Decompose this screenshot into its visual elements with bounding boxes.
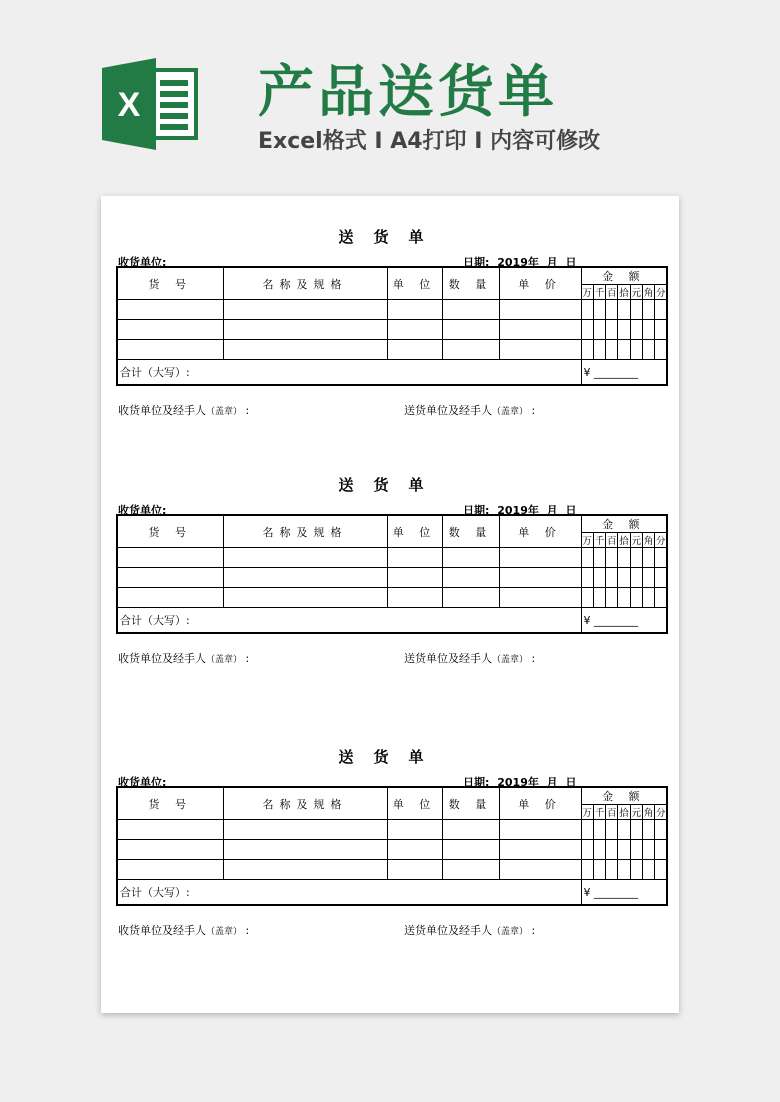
table-cell[interactable] bbox=[117, 820, 223, 840]
column-header: 单 位 bbox=[387, 515, 442, 548]
table-cell[interactable] bbox=[618, 860, 630, 880]
table-cell[interactable] bbox=[117, 568, 223, 588]
receiver-signature: 收货单位及经手人（盖章） : bbox=[118, 924, 250, 937]
table-cell[interactable] bbox=[442, 568, 499, 588]
amount-unit-header: 万 bbox=[581, 285, 593, 300]
amount-header: 金 额 bbox=[581, 787, 667, 805]
table-cell[interactable] bbox=[618, 588, 630, 608]
column-header: 数 量 bbox=[442, 267, 499, 300]
table-cell[interactable] bbox=[630, 820, 642, 840]
table-cell[interactable] bbox=[117, 340, 223, 360]
table-cell[interactable] bbox=[387, 300, 442, 320]
excel-logo-icon bbox=[102, 58, 198, 150]
amount-unit-header: 百 bbox=[606, 285, 618, 300]
table-cell[interactable] bbox=[387, 840, 442, 860]
total-label: 合计（大写）: bbox=[117, 880, 581, 906]
date-label: 日期: 2019年 月 日 bbox=[463, 504, 577, 517]
amount-unit-header: 元 bbox=[630, 533, 642, 548]
table-cell[interactable] bbox=[593, 320, 605, 340]
table-cell[interactable] bbox=[655, 300, 667, 320]
table-cell[interactable] bbox=[593, 860, 605, 880]
receiver-label: 收货单位: bbox=[118, 504, 167, 517]
sender-signature: 送货单位及经手人（盖章） : bbox=[404, 404, 536, 417]
table-cell[interactable] bbox=[593, 820, 605, 840]
column-header: 名称及规格 bbox=[223, 787, 387, 820]
table-cell[interactable] bbox=[387, 588, 442, 608]
column-header: 货 号 bbox=[117, 787, 223, 820]
table-cell[interactable] bbox=[442, 548, 499, 568]
table-header-row bbox=[117, 515, 667, 533]
amount-unit-header: 分 bbox=[655, 533, 667, 548]
table-cell[interactable] bbox=[606, 860, 618, 880]
table-cell[interactable] bbox=[499, 300, 581, 320]
total-label: 合计（大写）: bbox=[117, 608, 581, 634]
table-cell[interactable] bbox=[618, 340, 630, 360]
table-cell[interactable] bbox=[630, 860, 642, 880]
column-header: 数 量 bbox=[442, 515, 499, 548]
column-header: 单 位 bbox=[387, 787, 442, 820]
receiver-signature: 收货单位及经手人（盖章） : bbox=[118, 652, 250, 665]
table-cell[interactable] bbox=[581, 320, 593, 340]
table-cell[interactable] bbox=[223, 300, 387, 320]
table-cell[interactable] bbox=[593, 840, 605, 860]
sender-signature: 送货单位及经手人（盖章） : bbox=[404, 924, 536, 937]
table-row bbox=[117, 568, 667, 588]
table-cell[interactable] bbox=[223, 320, 387, 340]
amount-unit-header: 角 bbox=[642, 805, 654, 820]
table-cell[interactable] bbox=[606, 820, 618, 840]
column-header: 名称及规格 bbox=[223, 515, 387, 548]
table-cell[interactable] bbox=[593, 340, 605, 360]
table-cell[interactable] bbox=[387, 548, 442, 568]
table-cell[interactable] bbox=[606, 840, 618, 860]
table-cell[interactable] bbox=[655, 840, 667, 860]
table-cell[interactable] bbox=[117, 860, 223, 880]
table-cell[interactable] bbox=[655, 320, 667, 340]
table-cell[interactable] bbox=[630, 568, 642, 588]
table-cell[interactable] bbox=[499, 840, 581, 860]
amount-header: 金 额 bbox=[581, 267, 667, 285]
table-cell[interactable] bbox=[117, 588, 223, 608]
table-cell[interactable] bbox=[642, 840, 654, 860]
table-cell[interactable] bbox=[642, 340, 654, 360]
column-header: 单 价 bbox=[499, 267, 581, 300]
table-cell[interactable] bbox=[581, 840, 593, 860]
table-row bbox=[117, 588, 667, 608]
table-cell[interactable] bbox=[593, 300, 605, 320]
table-cell[interactable] bbox=[655, 568, 667, 588]
form-title: 送货单 bbox=[338, 476, 444, 494]
total-amount[interactable]: ¥ ________ bbox=[581, 360, 667, 386]
table-cell[interactable] bbox=[223, 840, 387, 860]
table-cell[interactable] bbox=[117, 548, 223, 568]
total-label: 合计（大写）: bbox=[117, 360, 581, 386]
table-cell[interactable] bbox=[630, 588, 642, 608]
table-cell[interactable] bbox=[442, 820, 499, 840]
amount-unit-header: 万 bbox=[581, 533, 593, 548]
table-cell[interactable] bbox=[642, 300, 654, 320]
table-cell[interactable] bbox=[223, 588, 387, 608]
table-cell[interactable] bbox=[642, 820, 654, 840]
table-cell[interactable] bbox=[642, 320, 654, 340]
table-cell[interactable] bbox=[606, 320, 618, 340]
date-label: 日期: 2019年 月 日 bbox=[463, 256, 577, 269]
subtitle: Excel格式 I A4打印 I 内容可修改 bbox=[258, 129, 601, 154]
table-cell[interactable] bbox=[630, 340, 642, 360]
table-cell[interactable] bbox=[618, 300, 630, 320]
table-cell[interactable] bbox=[630, 320, 642, 340]
table-cell[interactable] bbox=[606, 340, 618, 360]
table-cell[interactable] bbox=[655, 340, 667, 360]
table-cell[interactable] bbox=[606, 300, 618, 320]
table-cell[interactable] bbox=[387, 820, 442, 840]
table-row bbox=[117, 340, 667, 360]
amount-unit-header: 元 bbox=[630, 285, 642, 300]
table-row bbox=[117, 820, 667, 840]
amount-unit-header: 元 bbox=[630, 805, 642, 820]
table-cell[interactable] bbox=[499, 860, 581, 880]
table-cell[interactable] bbox=[593, 568, 605, 588]
table-row bbox=[117, 300, 667, 320]
column-header: 单 价 bbox=[499, 515, 581, 548]
amount-unit-header: 拾 bbox=[618, 805, 630, 820]
table-cell[interactable] bbox=[387, 320, 442, 340]
amount-unit-header: 角 bbox=[642, 533, 654, 548]
table-cell[interactable] bbox=[581, 300, 593, 320]
column-header: 货 号 bbox=[117, 267, 223, 300]
table-cell[interactable] bbox=[618, 820, 630, 840]
table-cell[interactable] bbox=[223, 548, 387, 568]
table-cell[interactable] bbox=[223, 860, 387, 880]
table-cell[interactable] bbox=[581, 860, 593, 880]
column-header: 数 量 bbox=[442, 787, 499, 820]
table-cell[interactable] bbox=[630, 300, 642, 320]
amount-unit-header: 拾 bbox=[618, 533, 630, 548]
goods-table bbox=[116, 266, 668, 386]
receiver-label: 收货单位: bbox=[118, 256, 167, 269]
goods-table bbox=[116, 786, 668, 906]
table-row bbox=[117, 320, 667, 340]
table-cell[interactable] bbox=[655, 860, 667, 880]
document-sheet bbox=[101, 196, 679, 1013]
table-cell[interactable] bbox=[606, 568, 618, 588]
amount-unit-header: 角 bbox=[642, 285, 654, 300]
table-cell[interactable] bbox=[442, 300, 499, 320]
table-cell[interactable] bbox=[117, 320, 223, 340]
svg-text:X: X bbox=[117, 86, 141, 124]
table-cell[interactable] bbox=[387, 860, 442, 880]
table-cell[interactable] bbox=[593, 588, 605, 608]
table-cell[interactable] bbox=[499, 548, 581, 568]
table-cell[interactable] bbox=[499, 320, 581, 340]
date-label: 日期: 2019年 月 日 bbox=[463, 776, 577, 789]
table-cell[interactable] bbox=[442, 840, 499, 860]
table-cell[interactable] bbox=[499, 340, 581, 360]
table-cell[interactable] bbox=[618, 548, 630, 568]
form-title: 送货单 bbox=[338, 748, 444, 766]
table-cell[interactable] bbox=[642, 588, 654, 608]
total-row bbox=[117, 360, 667, 386]
table-cell[interactable] bbox=[499, 820, 581, 840]
table-cell[interactable] bbox=[117, 840, 223, 860]
receiver-label: 收货单位: bbox=[118, 776, 167, 789]
amount-unit-header: 万 bbox=[581, 805, 593, 820]
total-row bbox=[117, 608, 667, 634]
amount-unit-header: 百 bbox=[606, 805, 618, 820]
amount-header: 金 额 bbox=[581, 515, 667, 533]
table-cell[interactable] bbox=[581, 548, 593, 568]
table-cell[interactable] bbox=[442, 860, 499, 880]
table-cell[interactable] bbox=[581, 820, 593, 840]
table-cell[interactable] bbox=[581, 568, 593, 588]
table-header-row bbox=[117, 267, 667, 285]
table-cell[interactable] bbox=[581, 588, 593, 608]
table-cell[interactable] bbox=[387, 568, 442, 588]
table-cell[interactable] bbox=[223, 568, 387, 588]
column-header: 货 号 bbox=[117, 515, 223, 548]
table-cell[interactable] bbox=[642, 548, 654, 568]
table-cell[interactable] bbox=[117, 300, 223, 320]
form-title: 送货单 bbox=[338, 228, 444, 246]
table-cell[interactable] bbox=[442, 588, 499, 608]
receiver-signature: 收货单位及经手人（盖章） : bbox=[118, 404, 250, 417]
table-cell[interactable] bbox=[223, 820, 387, 840]
table-cell[interactable] bbox=[618, 840, 630, 860]
table-cell[interactable] bbox=[593, 548, 605, 568]
table-cell[interactable] bbox=[655, 588, 667, 608]
table-header-row bbox=[117, 787, 667, 805]
amount-unit-header: 百 bbox=[606, 533, 618, 548]
table-cell[interactable] bbox=[223, 340, 387, 360]
table-cell[interactable] bbox=[442, 320, 499, 340]
amount-unit-header: 分 bbox=[655, 285, 667, 300]
table-cell[interactable] bbox=[642, 860, 654, 880]
table-cell[interactable] bbox=[618, 320, 630, 340]
column-header: 单 价 bbox=[499, 787, 581, 820]
amount-unit-header: 拾 bbox=[618, 285, 630, 300]
table-cell[interactable] bbox=[499, 588, 581, 608]
total-row bbox=[117, 880, 667, 906]
table-cell[interactable] bbox=[606, 548, 618, 568]
table-cell[interactable] bbox=[387, 340, 442, 360]
column-header: 单 位 bbox=[387, 267, 442, 300]
goods-table bbox=[116, 514, 668, 634]
table-cell[interactable] bbox=[630, 840, 642, 860]
amount-unit-header: 分 bbox=[655, 805, 667, 820]
table-cell[interactable] bbox=[642, 568, 654, 588]
page-title: 产品送货单 bbox=[258, 60, 558, 125]
table-cell[interactable] bbox=[618, 568, 630, 588]
table-cell[interactable] bbox=[655, 820, 667, 840]
amount-unit-header: 千 bbox=[593, 533, 605, 548]
table-cell[interactable] bbox=[499, 568, 581, 588]
table-cell[interactable] bbox=[442, 340, 499, 360]
table-cell[interactable] bbox=[630, 548, 642, 568]
table-cell[interactable] bbox=[581, 340, 593, 360]
total-amount[interactable]: ¥ ________ bbox=[581, 880, 667, 906]
amount-unit-header: 千 bbox=[593, 285, 605, 300]
sender-signature: 送货单位及经手人（盖章） : bbox=[404, 652, 536, 665]
table-row bbox=[117, 860, 667, 880]
table-cell[interactable] bbox=[655, 548, 667, 568]
column-header: 名称及规格 bbox=[223, 267, 387, 300]
table-row bbox=[117, 548, 667, 568]
total-amount[interactable]: ¥ ________ bbox=[581, 608, 667, 634]
table-row bbox=[117, 840, 667, 860]
amount-unit-header: 千 bbox=[593, 805, 605, 820]
table-cell[interactable] bbox=[606, 588, 618, 608]
